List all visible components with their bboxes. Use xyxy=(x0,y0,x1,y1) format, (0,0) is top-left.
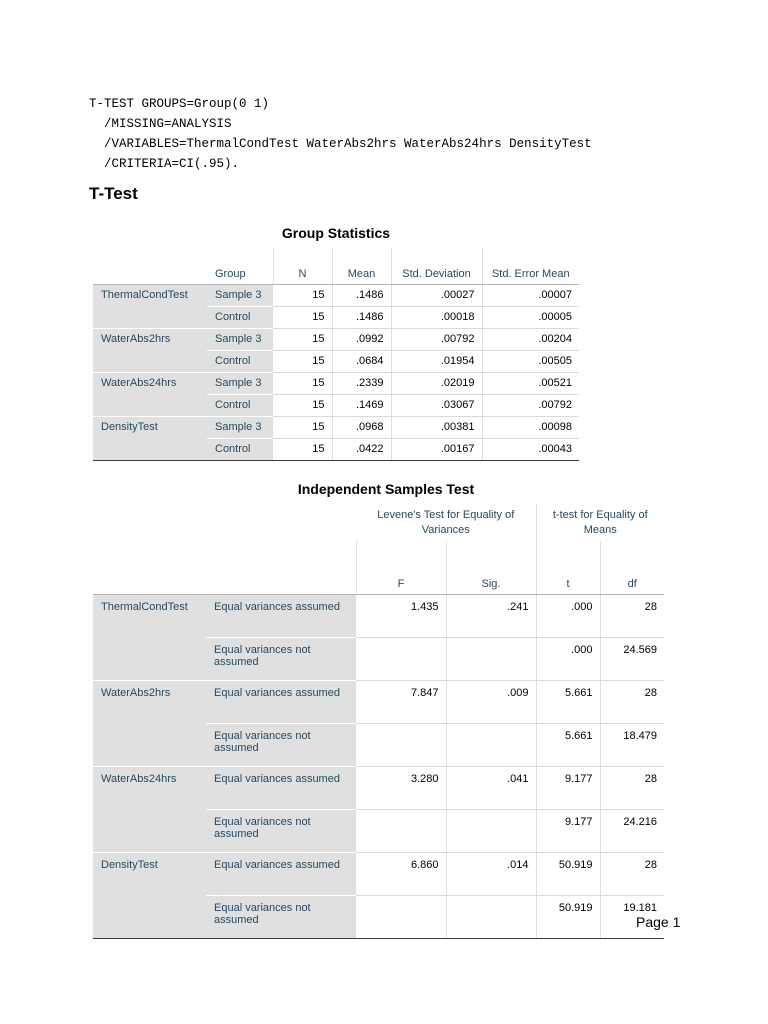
cell-std-error-mean: .00043 xyxy=(482,438,579,460)
row-label-assumption: Equal variances assumed xyxy=(206,594,356,637)
cell-std-deviation: .00027 xyxy=(391,284,482,306)
row-label-assumption: Equal variances not assumed xyxy=(206,809,356,852)
cell-df: 24.216 xyxy=(600,809,664,852)
row-label-group: Sample 3 xyxy=(207,416,273,438)
cell-f xyxy=(356,723,446,766)
cell-df: 24.569 xyxy=(600,637,664,680)
cell-df: 19.181 xyxy=(600,895,664,938)
row-label-variable: WaterAbs2hrs xyxy=(93,680,206,766)
row-label-variable: ThermalCondTest xyxy=(93,594,206,680)
cell-n: 15 xyxy=(273,350,332,372)
cell-f xyxy=(356,895,446,938)
table-header-row xyxy=(93,248,579,284)
cell-std-error-mean: .00505 xyxy=(482,350,579,372)
cell-f xyxy=(356,809,446,852)
table-row xyxy=(93,372,579,394)
cell-df: 28 xyxy=(600,766,664,809)
col-header-df: df xyxy=(600,541,664,594)
cell-std-deviation: .00792 xyxy=(391,328,482,350)
row-label-variable: DensityTest xyxy=(93,416,207,460)
table-row xyxy=(93,284,579,306)
row-label-variable: ThermalCondTest xyxy=(93,284,207,328)
cell-t: 5.661 xyxy=(536,680,600,723)
table-row xyxy=(93,328,579,350)
cell-f: 1.435 xyxy=(356,594,446,637)
col-header-std-deviation: Std. Deviation xyxy=(391,248,482,284)
table-header-row xyxy=(93,541,664,594)
syntax-line: /CRITERIA=CI(.95). xyxy=(89,157,240,171)
table-row xyxy=(93,852,664,895)
cell-mean: .1486 xyxy=(332,306,391,328)
col-header-mean: Mean xyxy=(332,248,391,284)
cell-std-error-mean: .00792 xyxy=(482,394,579,416)
row-label-variable: WaterAbs24hrs xyxy=(93,372,207,416)
row-label-assumption: Equal variances not assumed xyxy=(206,637,356,680)
col-header-std-error-mean: Std. Error Mean xyxy=(482,248,579,284)
row-label-group: Control xyxy=(207,438,273,460)
syntax-line: /MISSING=ANALYSIS xyxy=(89,117,232,131)
cell-std-deviation: .00167 xyxy=(391,438,482,460)
cell-sig: .014 xyxy=(446,852,536,895)
syntax-line: /VARIABLES=ThermalCondTest WaterAbs2hrs WaterAbs24hrs DensityTest xyxy=(89,137,592,151)
cell-f: 3.280 xyxy=(356,766,446,809)
table-row xyxy=(93,680,664,723)
row-label-assumption: Equal variances not assumed xyxy=(206,895,356,938)
cell-t: 9.177 xyxy=(536,766,600,809)
group-statistics-title: Group Statistics xyxy=(281,225,391,241)
cell-t: 9.177 xyxy=(536,809,600,852)
col-header-t: t xyxy=(536,541,600,594)
row-label-assumption: Equal variances not assumed xyxy=(206,723,356,766)
cell-std-deviation: .00018 xyxy=(391,306,482,328)
row-label-group: Sample 3 xyxy=(207,372,273,394)
cell-sig xyxy=(446,809,536,852)
row-label-variable: DensityTest xyxy=(93,852,206,938)
section-heading: T-Test xyxy=(89,184,138,203)
cell-f: 6.860 xyxy=(356,852,446,895)
cell-std-error-mean: .00098 xyxy=(482,416,579,438)
row-label-variable: WaterAbs24hrs xyxy=(93,766,206,852)
cell-std-deviation: .03067 xyxy=(391,394,482,416)
col-header-f: F xyxy=(356,541,446,594)
cell-sig xyxy=(446,723,536,766)
cell-mean: .1469 xyxy=(332,394,391,416)
cell-std-error-mean: .00521 xyxy=(482,372,579,394)
cell-t: 5.661 xyxy=(536,723,600,766)
cell-std-deviation: .00381 xyxy=(391,416,482,438)
cell-df: 28 xyxy=(600,680,664,723)
cell-n: 15 xyxy=(273,328,332,350)
row-label-group: Control xyxy=(207,306,273,328)
cell-df: 18.479 xyxy=(600,723,664,766)
cell-sig: .241 xyxy=(446,594,536,637)
cell-t: .000 xyxy=(536,637,600,680)
cell-n: 15 xyxy=(273,306,332,328)
col-header-ttest: t-test for Equality of Means xyxy=(536,504,664,541)
table-row xyxy=(93,416,579,438)
row-label-variable: WaterAbs2hrs xyxy=(93,328,207,372)
cell-t: 50.919 xyxy=(536,852,600,895)
cell-std-error-mean: .00204 xyxy=(482,328,579,350)
row-label-assumption: Equal variances assumed xyxy=(206,680,356,723)
col-header-levene: Levene's Test for Equality of Variances xyxy=(377,509,515,536)
cell-n: 15 xyxy=(273,372,332,394)
cell-df: 28 xyxy=(600,852,664,895)
cell-std-deviation: .02019 xyxy=(391,372,482,394)
cell-std-error-mean: .00005 xyxy=(482,306,579,328)
table-header-row xyxy=(93,504,664,541)
col-header-n: N xyxy=(273,248,332,284)
cell-sig: .041 xyxy=(446,766,536,809)
cell-f: 7.847 xyxy=(356,680,446,723)
cell-std-deviation: .01954 xyxy=(391,350,482,372)
syntax-line: T-TEST GROUPS=Group(0 1) xyxy=(89,97,270,111)
cell-sig: .009 xyxy=(446,680,536,723)
independent-samples-title: Independent Samples Test xyxy=(297,481,475,497)
cell-sig xyxy=(446,895,536,938)
row-label-assumption: Equal variances assumed xyxy=(206,766,356,809)
cell-mean: .1486 xyxy=(332,284,391,306)
cell-df: 28 xyxy=(600,594,664,637)
group-statistics-table xyxy=(93,248,579,461)
row-label-assumption: Equal variances assumed xyxy=(206,852,356,895)
cell-mean: .0968 xyxy=(332,416,391,438)
cell-n: 15 xyxy=(273,416,332,438)
cell-f xyxy=(356,637,446,680)
page-number: Page 1 xyxy=(636,914,681,930)
cell-n: 15 xyxy=(273,394,332,416)
table-row xyxy=(93,594,664,637)
independent-samples-table xyxy=(93,504,664,939)
cell-n: 15 xyxy=(273,284,332,306)
row-label-group: Sample 3 xyxy=(207,284,273,306)
cell-mean: .0992 xyxy=(332,328,391,350)
cell-sig xyxy=(446,637,536,680)
col-header-sig: Sig. xyxy=(446,541,536,594)
cell-std-error-mean: .00007 xyxy=(482,284,579,306)
cell-mean: .0422 xyxy=(332,438,391,460)
cell-mean: .2339 xyxy=(332,372,391,394)
syntax-block xyxy=(89,94,592,174)
row-label-group: Sample 3 xyxy=(207,328,273,350)
row-label-group: Control xyxy=(207,350,273,372)
col-header-group: Group xyxy=(207,248,273,284)
table-row xyxy=(93,766,664,809)
cell-n: 15 xyxy=(273,438,332,460)
row-label-group: Control xyxy=(207,394,273,416)
cell-t: .000 xyxy=(536,594,600,637)
cell-mean: .0684 xyxy=(332,350,391,372)
cell-t: 50.919 xyxy=(536,895,600,938)
